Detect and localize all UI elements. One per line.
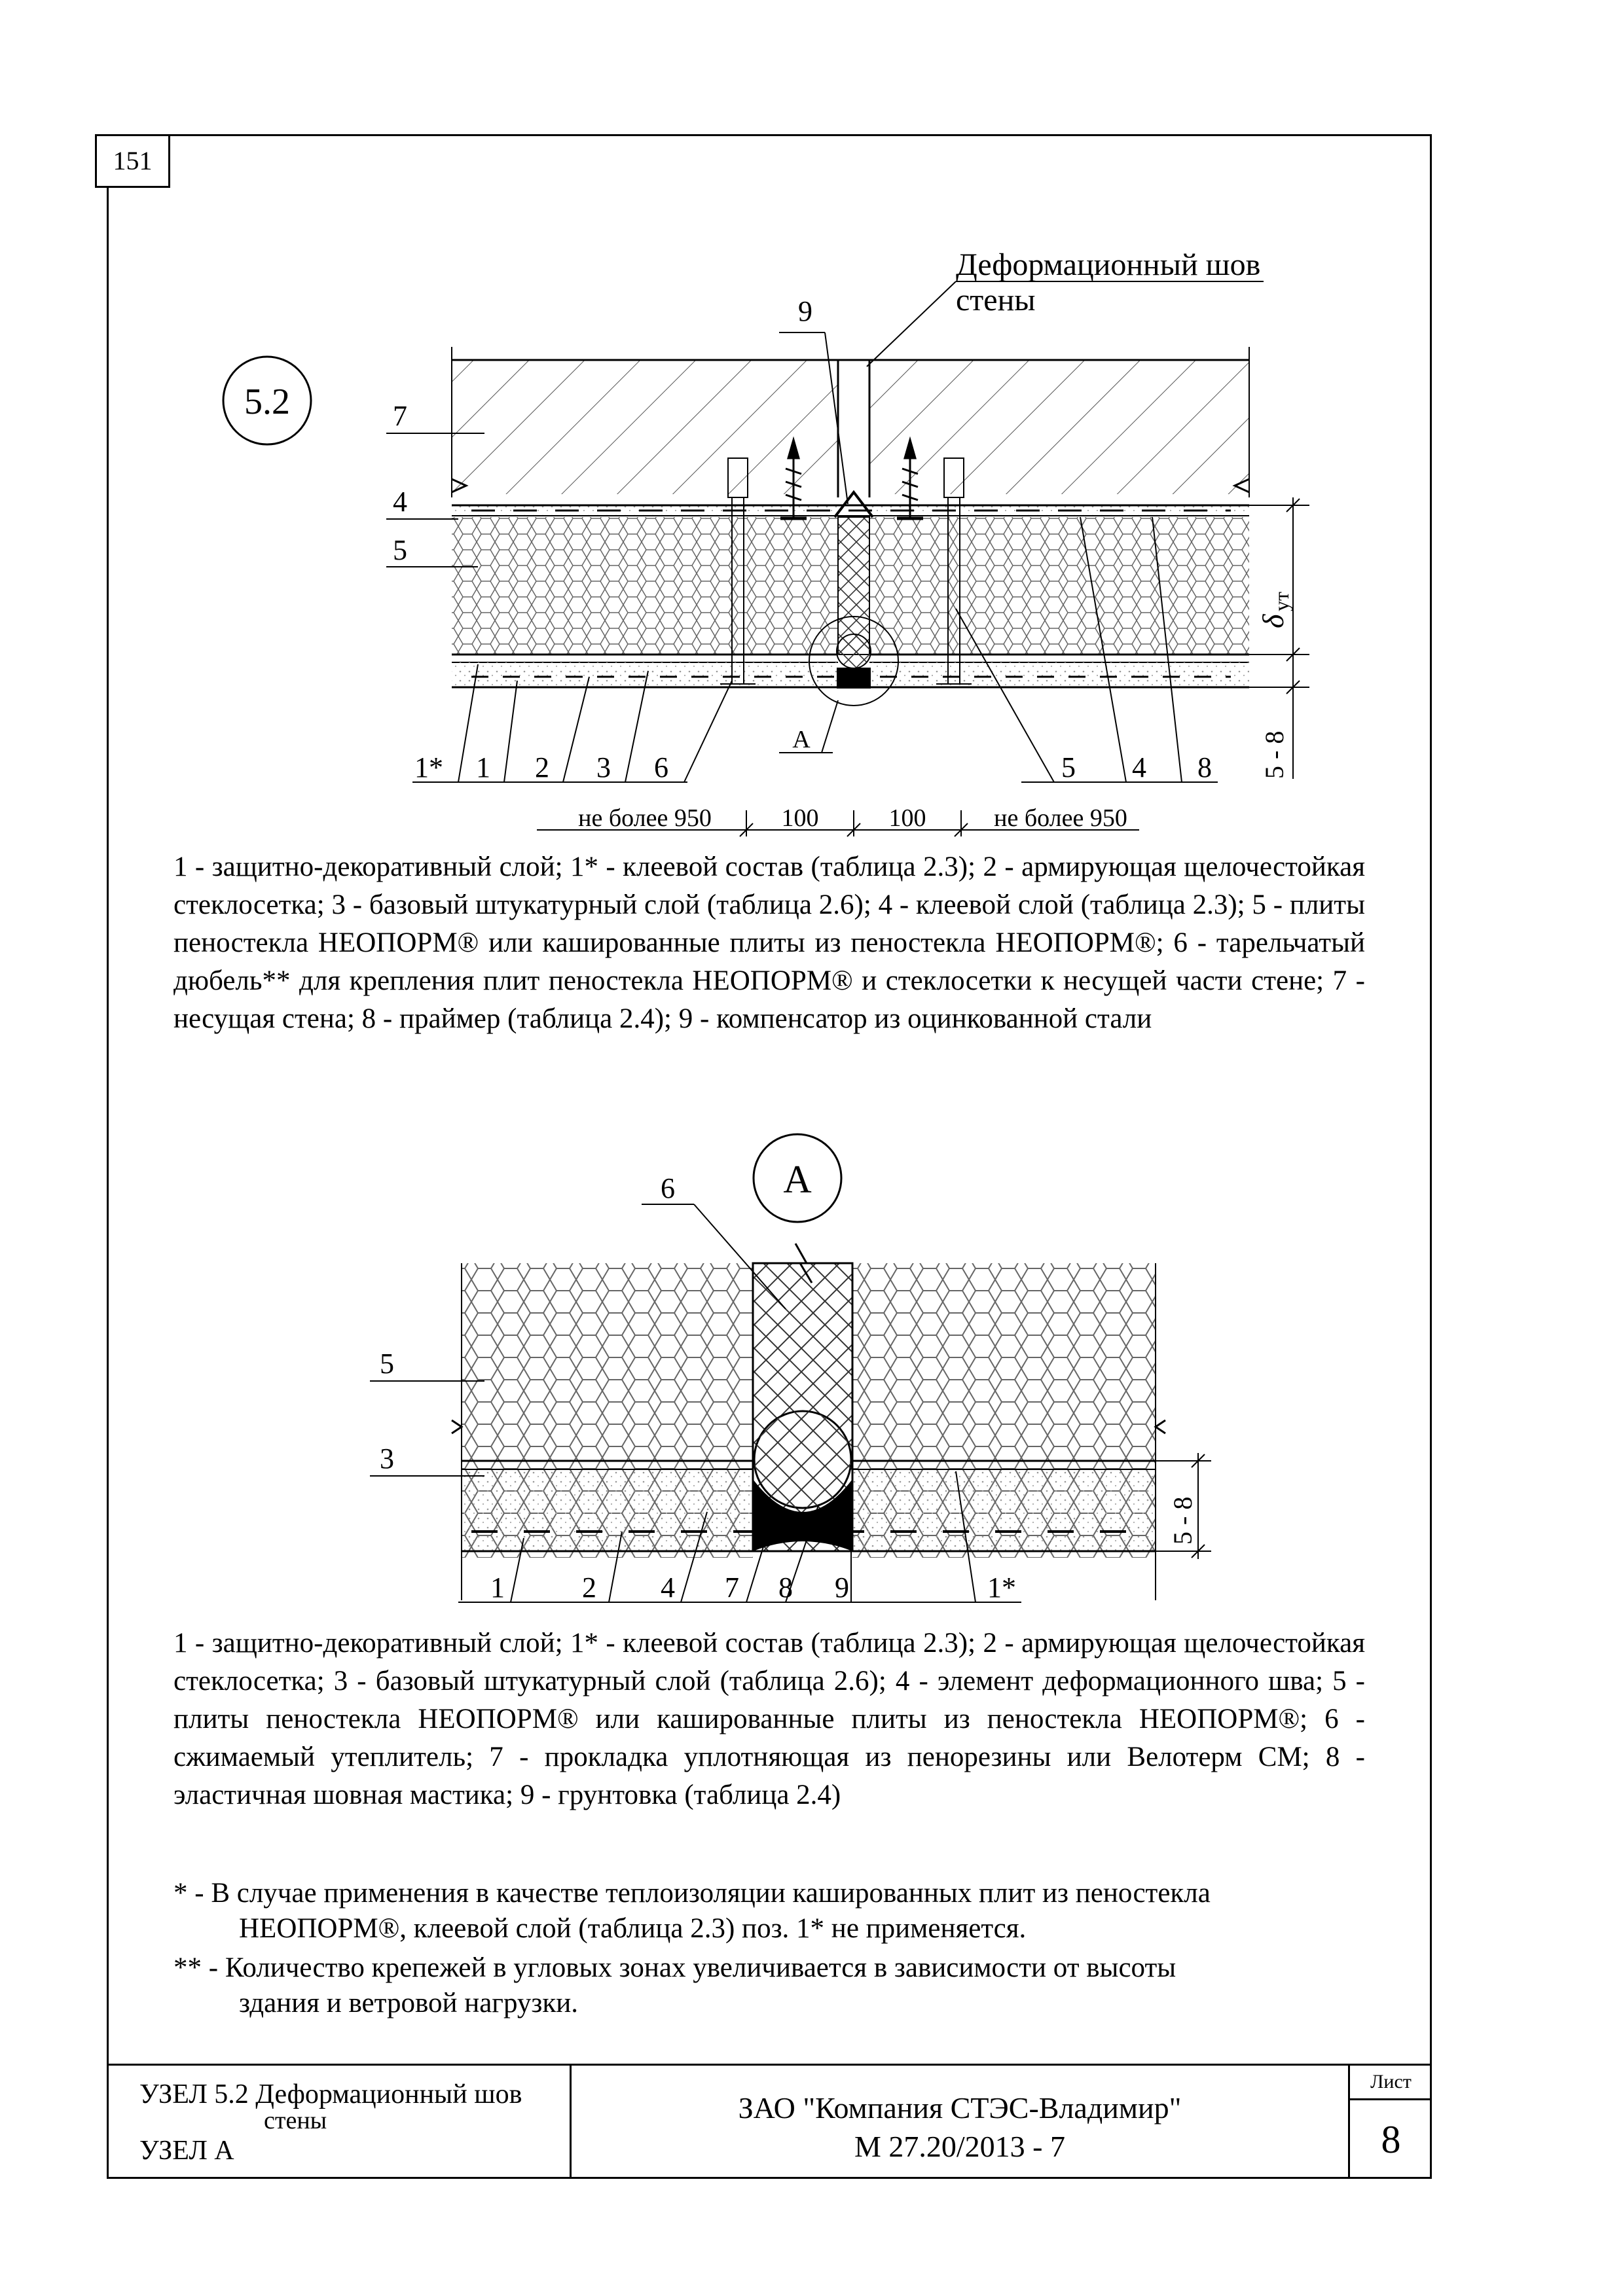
node-5-2-circle-label: 5.2 <box>244 382 290 422</box>
label-a-5: 5 <box>380 1348 394 1380</box>
svg-text:ут: ут <box>1269 592 1293 611</box>
label-a-1star: 1* <box>987 1571 1016 1604</box>
adhesive-layer <box>452 505 1249 516</box>
label-a-9: 9 <box>835 1571 849 1604</box>
joint-caption-line2: стены <box>956 283 1036 317</box>
title-node-line3: УЗЕЛ А <box>139 2136 234 2166</box>
document-code: М 27.20/2013 - 7 <box>854 2130 1065 2163</box>
legend-a: 1 - защитно-декоративный слой; 1* - клеевой состав (таблица 2.3); 2 - армирующая щелочестойкая стеклосетка; 3 - базовый штукатурный слой (таблица 2.6); 4 - элемент деформационного шва; 5 - плиты пеностекла НЕОПОРМ® или кашированные плиты из пеностекла НЕОПОРМ®; 6 - сжимаемый утеплитель; 7 - прокладка уплотняющая из пенорезины или Велотерм СМ; 8 - эластичная шовная мастика; 9 - грунтовка (таблица 2.4) <box>173 1628 1365 1810</box>
expansion-joint-a <box>753 1244 852 1551</box>
node-5-2-drawing <box>0 0 1623 851</box>
load-bearing-wall <box>452 347 1249 497</box>
thickness-label <box>1256 592 1293 628</box>
dim-100-left: 100 <box>781 804 819 832</box>
title-node-line2: стены <box>264 2107 327 2134</box>
label-3: 3 <box>596 751 611 783</box>
label-6: 6 <box>654 751 668 783</box>
label-8: 8 <box>1197 751 1212 783</box>
title-node-line1: УЗЕЛ 5.2 Деформационный шов <box>139 2079 522 2109</box>
label-7: 7 <box>393 400 407 432</box>
label-a-2: 2 <box>582 1571 596 1604</box>
callout-a-label: А <box>792 726 811 753</box>
node-a-drawing <box>0 1113 1623 1623</box>
thickness-range-a: 5 - 8 <box>1168 1496 1197 1545</box>
label-a-3: 3 <box>380 1443 394 1475</box>
company-name: ЗАО "Компания СТЭС-Владимир" <box>738 2091 1182 2125</box>
svg-text:δ: δ <box>1256 614 1290 628</box>
footnote-2: ** - Количество крепежей в угловых зонах увеличивается в зависимости от высоты здания и ветровой нагрузки. <box>173 1952 1176 2018</box>
title-block-sheet <box>1350 2064 1432 2179</box>
footnote-1: * - В случае применения в качестве теплоизоляции кашированных плит из пеностекла НЕОПОРМ®, клеевой слой (таблица 2.3) поз. 1* не применяется. <box>173 1878 1211 1944</box>
title-block-company <box>572 2064 1350 2179</box>
sheet-label: Лист <box>1350 2066 1432 2100</box>
label-4: 4 <box>393 486 407 518</box>
label-a-4: 4 <box>661 1571 675 1604</box>
label-a-1: 1 <box>490 1571 505 1604</box>
label-4-right: 4 <box>1132 751 1146 783</box>
label-a-8: 8 <box>778 1571 793 1604</box>
legend-5-2: 1 - защитно-декоративный слой; 1* - клеевой состав (таблица 2.3); 2 - армирующая щелочестойкая стеклосетка; 3 - базовый штукатурный слой (таблица 2.6); 4 - клеевой слой (таблица 2.3); 5 - плиты пеностекла НЕОПОРМ® или кашированные плиты из пеностекла НЕОПОРМ®; 6 - тарельчатый дюбель** для крепления плит пеностекла НЕОПОРМ® и стеклосетки к несущей части стене; 7 - несущая стена; 8 - праймер (таблица 2.4); 9 - компенсатор из оцинкованной стали <box>173 852 1365 1034</box>
dim-left: не более 950 <box>578 804 712 832</box>
joint-caption-line1: Деформационный шов <box>956 247 1261 282</box>
dim-right: не более 950 <box>994 804 1127 832</box>
title-block-node <box>107 2064 572 2179</box>
label-a-7: 7 <box>725 1571 739 1604</box>
label-a-6: 6 <box>661 1172 675 1204</box>
sheet-number: 151 <box>95 134 170 188</box>
label-1star: 1* <box>414 751 443 783</box>
label-9: 9 <box>798 295 812 327</box>
node-a-circle-label: А <box>783 1158 812 1201</box>
label-1: 1 <box>476 751 490 783</box>
label-5: 5 <box>393 534 407 566</box>
dim-100-right: 100 <box>888 804 926 832</box>
label-2: 2 <box>535 751 549 783</box>
label-5-right: 5 <box>1061 751 1076 783</box>
thickness-range: 5 - 8 <box>1260 730 1289 779</box>
sheet-value: 8 <box>1381 2118 1401 2161</box>
